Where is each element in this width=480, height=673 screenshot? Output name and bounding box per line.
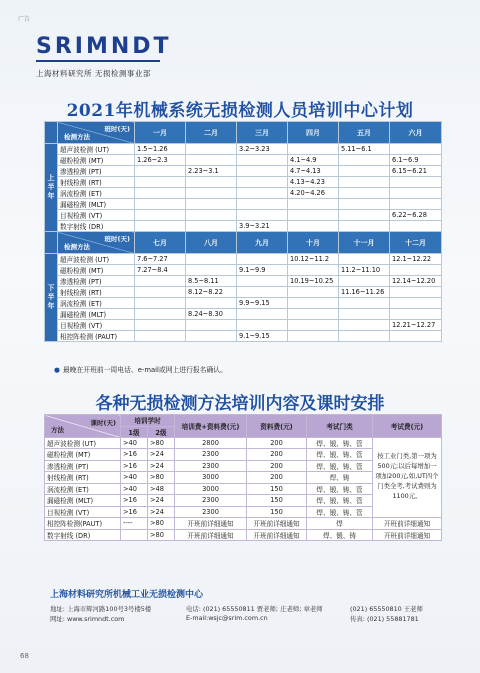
- footer-address: 地址: 上海市辉河路100号3号楼5楼: [50, 605, 152, 613]
- schedule-row: [45, 155, 442, 166]
- method-name: 目视检测 (VT): [58, 210, 135, 221]
- level1-hours: [121, 529, 148, 541]
- schedule-row: [45, 177, 442, 188]
- schedule-cell: [339, 298, 390, 309]
- level2-hours: >24: [148, 460, 175, 472]
- exam-type: 焊、锻、铸、管: [307, 460, 373, 472]
- schedule-cell: [135, 199, 186, 210]
- train-fee: 2300: [175, 506, 247, 518]
- schedule-cell: [390, 298, 442, 309]
- schedule-cell: 9.1~9.15: [237, 331, 288, 342]
- schedule-cell: [186, 320, 237, 331]
- schedule-cell: [390, 199, 442, 210]
- schedule-cell: [288, 287, 339, 298]
- half-label-char: 下: [47, 284, 55, 293]
- half-label-char: 年: [47, 191, 55, 200]
- month-header: 四月: [288, 122, 339, 144]
- schedule-cell: 7.27~8.4: [135, 265, 186, 276]
- footer-org: 上海材料研究所机械工业无损检测中心: [50, 590, 204, 600]
- schedule-cell: 3.9~3.21: [237, 221, 288, 232]
- method-name: 磁粉检测 (MT): [58, 155, 135, 166]
- schedule-cell: [237, 287, 288, 298]
- exam-fee-note: 按工业门类,第一项为500元;以后每增加一项加200元,如,UT四个门类全考,考试费则为1100元。: [373, 437, 442, 518]
- corner-bottom-label: 方法: [51, 425, 64, 434]
- method-name: 超声波检测 (UT): [58, 144, 135, 155]
- level2-hours: >80: [148, 472, 175, 484]
- schedule-title: 2021年机械系统无损检测人员培训中心计划: [66, 101, 414, 121]
- train-fee: 2300: [175, 460, 247, 472]
- schedule-cell: 3.2~3.23: [237, 144, 288, 155]
- half-label-char: 上: [47, 174, 55, 183]
- fees-table: [44, 414, 442, 541]
- schedule-cell: [237, 309, 288, 320]
- training-hours-header: 培训学时: [121, 415, 175, 427]
- month-header: 七月: [135, 232, 186, 254]
- method-name: 射线检测 (RT): [58, 177, 135, 188]
- schedule-cell: [186, 188, 237, 199]
- schedule-cell: [288, 298, 339, 309]
- method-name: 相控阵检测(PAUT): [45, 518, 121, 530]
- schedule-cell: [135, 331, 186, 342]
- schedule-cell: 8.12~8.22: [186, 287, 237, 298]
- method-name: 目视检测 (VT): [58, 320, 135, 331]
- train-fee: 2800: [175, 437, 247, 449]
- month-header: 八月: [186, 232, 237, 254]
- schedule-cell: [186, 199, 237, 210]
- schedule-cell: [237, 199, 288, 210]
- schedule-cell: 6.22~6.28: [390, 210, 442, 221]
- schedule-row: [45, 166, 442, 177]
- level1-hours: >40: [121, 437, 148, 449]
- corner-bottom-label: 检测方法: [64, 133, 90, 141]
- corner-top-label: 班时(天): [104, 125, 130, 133]
- level2-header: 2级: [148, 426, 175, 437]
- schedule-header-row: [45, 232, 442, 254]
- material-fee: 200: [247, 437, 307, 449]
- schedule-cell: [288, 331, 339, 342]
- level1-hours: >16: [121, 506, 148, 518]
- ad-tag: 广告: [18, 16, 31, 23]
- schedule-cell: [135, 188, 186, 199]
- schedule-cell: [288, 210, 339, 221]
- half-label-char: 半: [47, 293, 55, 302]
- level1-header: 1级: [121, 426, 148, 437]
- schedule-row: [45, 188, 442, 199]
- schedule-row: [45, 309, 442, 320]
- method-name: 涡流检测 (ET): [58, 298, 135, 309]
- schedule-cell: 10.19~10.25: [288, 276, 339, 287]
- half-label-char: 半: [47, 183, 55, 192]
- schedule-cell: [288, 144, 339, 155]
- schedule-cell: [390, 331, 442, 342]
- exam-type: 焊、锻、铸、管: [307, 495, 373, 507]
- level2-hours: >24: [148, 449, 175, 461]
- schedule-cell: [186, 221, 237, 232]
- schedule-cell: [339, 177, 390, 188]
- schedule-cell: [135, 320, 186, 331]
- material-fee-header: 资料费(元): [247, 415, 307, 438]
- half-label-char: 年: [47, 301, 55, 310]
- material-fee: 150: [247, 506, 307, 518]
- month-header: 十月: [288, 232, 339, 254]
- train-fee: 2300: [175, 495, 247, 507]
- schedule-cell: [237, 254, 288, 265]
- registration-note: [54, 364, 227, 374]
- schedule-cell: [135, 298, 186, 309]
- schedule-cell: [339, 199, 390, 210]
- schedule-cell: [186, 298, 237, 309]
- level1-hours: >16: [121, 449, 148, 461]
- schedule-cell: 4.20~4.26: [288, 188, 339, 199]
- schedule-cell: [186, 177, 237, 188]
- logo-subtitle: 上海材料研究所 无损检测事业部: [36, 69, 151, 78]
- level1-hours: >40: [121, 483, 148, 495]
- half-label: [45, 144, 58, 232]
- method-name: 渗透检测 (PT): [45, 460, 121, 472]
- schedule-cell: 12.21~12.27: [390, 320, 442, 331]
- srimndt-logo: [36, 36, 196, 79]
- level1-hours: >40: [121, 472, 148, 484]
- footer-website[interactable]: 网址: www.srimndt.com: [50, 615, 125, 623]
- method-name: 磁粉检测 (MT): [45, 449, 121, 461]
- schedule-cell: 8.5~8.11: [186, 276, 237, 287]
- schedule-cell: [237, 155, 288, 166]
- material-fee: 200: [247, 449, 307, 461]
- fees-special-row: [45, 518, 442, 530]
- schedule-cell: 9.9~9.15: [237, 298, 288, 309]
- level2-hours: >80: [148, 437, 175, 449]
- schedule-cell: [288, 221, 339, 232]
- schedule-row: [45, 276, 442, 287]
- material-fee: 200: [247, 460, 307, 472]
- month-header: 二月: [186, 122, 237, 144]
- schedule-row: [45, 210, 442, 221]
- material-fee: 150: [247, 495, 307, 507]
- schedule-cell: [288, 309, 339, 320]
- schedule-cell: [390, 265, 442, 276]
- method-name: 漏磁检测 (MLT): [58, 199, 135, 210]
- schedule-cell: 2.23~3.1: [186, 166, 237, 177]
- schedule-cell: 4.7~4.13: [288, 166, 339, 177]
- schedule-cell: 4.1~4.9: [288, 155, 339, 166]
- schedule-table: [44, 121, 442, 342]
- schedule-cell: 9.1~9.9: [237, 265, 288, 276]
- schedule-cell: [186, 210, 237, 221]
- footer-fax: 传真: (021) 55881781: [350, 615, 419, 623]
- footer-phone: 电话: (021) 65550811 贾老师; 庄老师; 章老师: [186, 605, 323, 613]
- method-name: 射线检测 (RT): [58, 287, 135, 298]
- schedule-cell: 12.1~12.22: [390, 254, 442, 265]
- schedule-cell: [186, 144, 237, 155]
- exam-type: 焊、锻、铸、管: [307, 506, 373, 518]
- schedule-row: [45, 221, 442, 232]
- exam-type: 焊、锻、铸、管: [307, 449, 373, 461]
- schedule-cell: [390, 177, 442, 188]
- schedule-row: [45, 144, 442, 155]
- corner-top-label: 班时(天): [104, 235, 130, 243]
- train-fee: 开班前详细通知: [175, 529, 247, 541]
- schedule-row: [45, 199, 442, 210]
- exam-type: 焊、锻、铸、管: [307, 483, 373, 495]
- registration-note-text: 最晚在开班前一周电话、e-mail或网上进行报名确认。: [62, 366, 227, 374]
- method-name: 磁粉检测 (MT): [58, 265, 135, 276]
- schedule-cell: [390, 144, 442, 155]
- schedule-row: [45, 265, 442, 276]
- schedule-cell: [186, 254, 237, 265]
- train-fee: 3000: [175, 483, 247, 495]
- schedule-cell: [390, 309, 442, 320]
- train-fee: 3000: [175, 472, 247, 484]
- schedule-cell: [339, 276, 390, 287]
- level1-hours: >16: [121, 460, 148, 472]
- method-name: 超声波检测 (UT): [58, 254, 135, 265]
- schedule-cell: [237, 188, 288, 199]
- schedule-cell: [390, 221, 442, 232]
- schedule-cell: [339, 331, 390, 342]
- level1-hours: >16: [121, 495, 148, 507]
- schedule-cell: [339, 166, 390, 177]
- schedule-cell: [135, 177, 186, 188]
- material-fee: 150: [247, 483, 307, 495]
- logo-wordmark: SRIMNDT: [36, 34, 172, 59]
- method-name: 漏磁检测 (MLT): [58, 309, 135, 320]
- schedule-cell: [135, 210, 186, 221]
- train-fee-header: 培训费+资料费(元): [175, 415, 247, 438]
- half-label: [45, 254, 58, 342]
- level2-hours: >80: [148, 529, 175, 541]
- level2-hours: >48: [148, 483, 175, 495]
- schedule-cell: [390, 287, 442, 298]
- method-name: 涡流检测 (ET): [45, 483, 121, 495]
- corner-top-label: 课时(天): [90, 419, 116, 427]
- material-fee: 200: [247, 472, 307, 484]
- material-fee: 开班前详细通知: [247, 518, 307, 530]
- exam-type-header: 考试门类: [307, 415, 373, 438]
- schedule-cell: [237, 166, 288, 177]
- fees-special-row: [45, 529, 442, 541]
- exam-fee-header: 考试费(元): [373, 415, 442, 438]
- level2-hours: >80: [148, 518, 175, 530]
- schedule-cell: [339, 254, 390, 265]
- schedule-cell: [186, 155, 237, 166]
- method-name: 目视检测 (VT): [45, 506, 121, 518]
- schedule-cell: [339, 155, 390, 166]
- month-header: 九月: [237, 232, 288, 254]
- schedule-header-row: [45, 122, 442, 144]
- method-name: 数字射线 (DR): [45, 529, 121, 541]
- level2-hours: >24: [148, 506, 175, 518]
- logo-underline: [36, 60, 160, 62]
- schedule-cell: [288, 265, 339, 276]
- method-name: 渗透检测 (PT): [58, 276, 135, 287]
- schedule-cell: [186, 265, 237, 276]
- month-header: 五月: [339, 122, 390, 144]
- schedule-row: [45, 287, 442, 298]
- schedule-cell: [339, 221, 390, 232]
- page-number: 68: [20, 652, 29, 660]
- schedule-cell: 1.26~2.3: [135, 155, 186, 166]
- schedule-row: [45, 320, 442, 331]
- schedule-corner: [58, 232, 135, 254]
- schedule-cell: 4.13~4.23: [288, 177, 339, 188]
- exam-fee: 开班前详细通知: [373, 529, 442, 541]
- schedule-cell: [237, 210, 288, 221]
- schedule-cell: 1.5~1.26: [135, 144, 186, 155]
- schedule-cell: 12.14~12.20: [390, 276, 442, 287]
- schedule-cell: 8.24~8.30: [186, 309, 237, 320]
- schedule-corner: [58, 122, 135, 144]
- method-name: 涡流检测 (ET): [58, 188, 135, 199]
- schedule-cell: [339, 309, 390, 320]
- schedule-cell: [288, 320, 339, 331]
- schedule-cell: [135, 276, 186, 287]
- schedule-cell: 5.11~6.1: [339, 144, 390, 155]
- schedule-row: [45, 331, 442, 342]
- schedule-row: [45, 298, 442, 309]
- method-name: 数字射线 (DR): [58, 221, 135, 232]
- schedule-cell: 7.6~7.27: [135, 254, 186, 265]
- schedule-cell: 6.15~6.21: [390, 166, 442, 177]
- schedule-cell: [135, 309, 186, 320]
- schedule-cell: 6.1~6.9: [390, 155, 442, 166]
- fees-corner: [45, 415, 121, 438]
- method-name: 射线检测 (RT): [45, 472, 121, 484]
- schedule-cell: [288, 199, 339, 210]
- method-name: 超声波检测 (UT): [45, 437, 121, 449]
- footer-email[interactable]: E-mail:wsjc@srim.com.cn: [186, 614, 268, 622]
- schedule-cell: [135, 287, 186, 298]
- exam-fee: 开班前详细通知: [373, 518, 442, 530]
- bullet-icon: ●: [54, 366, 60, 374]
- footer-phone2: (021) 65550810 王老师: [350, 605, 423, 613]
- schedule-cell: [186, 331, 237, 342]
- fees-header-row: [45, 415, 442, 427]
- month-header: 十一月: [339, 232, 390, 254]
- train-fee: 2300: [175, 449, 247, 461]
- half-header-blank: [45, 122, 58, 144]
- fees-row: [45, 437, 442, 449]
- fees-title: 各种无损检测方法培训内容及课时安排: [95, 394, 385, 414]
- exam-type: 焊、铸: [307, 472, 373, 484]
- exam-type: 焊: [307, 518, 373, 530]
- material-fee: 开班前详细通知: [247, 529, 307, 541]
- exam-type: 焊、锻、铸、管: [307, 437, 373, 449]
- month-header: 三月: [237, 122, 288, 144]
- schedule-cell: 11.2~11.10: [339, 265, 390, 276]
- schedule-row: [45, 254, 442, 265]
- schedule-cell: [390, 188, 442, 199]
- schedule-cell: [339, 210, 390, 221]
- schedule-cell: 11.16~11.26: [339, 287, 390, 298]
- schedule-cell: [237, 276, 288, 287]
- schedule-cell: [339, 320, 390, 331]
- month-header: 十二月: [390, 232, 442, 254]
- method-name: 渗透检测 (PT): [58, 166, 135, 177]
- method-name: 相控阵检测 (PAUT): [58, 331, 135, 342]
- corner-bottom-label: 检测方法: [64, 243, 90, 251]
- train-fee: 开班前详细通知: [175, 518, 247, 530]
- schedule-cell: 10.12~11.2: [288, 254, 339, 265]
- method-name: 漏磁检测 (MLT): [45, 495, 121, 507]
- schedule-cell: [135, 221, 186, 232]
- month-header: 一月: [135, 122, 186, 144]
- month-header: 六月: [390, 122, 442, 144]
- schedule-cell: [237, 177, 288, 188]
- level2-hours: >24: [148, 495, 175, 507]
- exam-type: 焊、锻、铸: [307, 529, 373, 541]
- schedule-cell: [339, 188, 390, 199]
- schedule-cell: [237, 320, 288, 331]
- level1-hours: ----: [121, 518, 148, 530]
- half-header-blank: [45, 232, 58, 254]
- schedule-cell: [135, 166, 186, 177]
